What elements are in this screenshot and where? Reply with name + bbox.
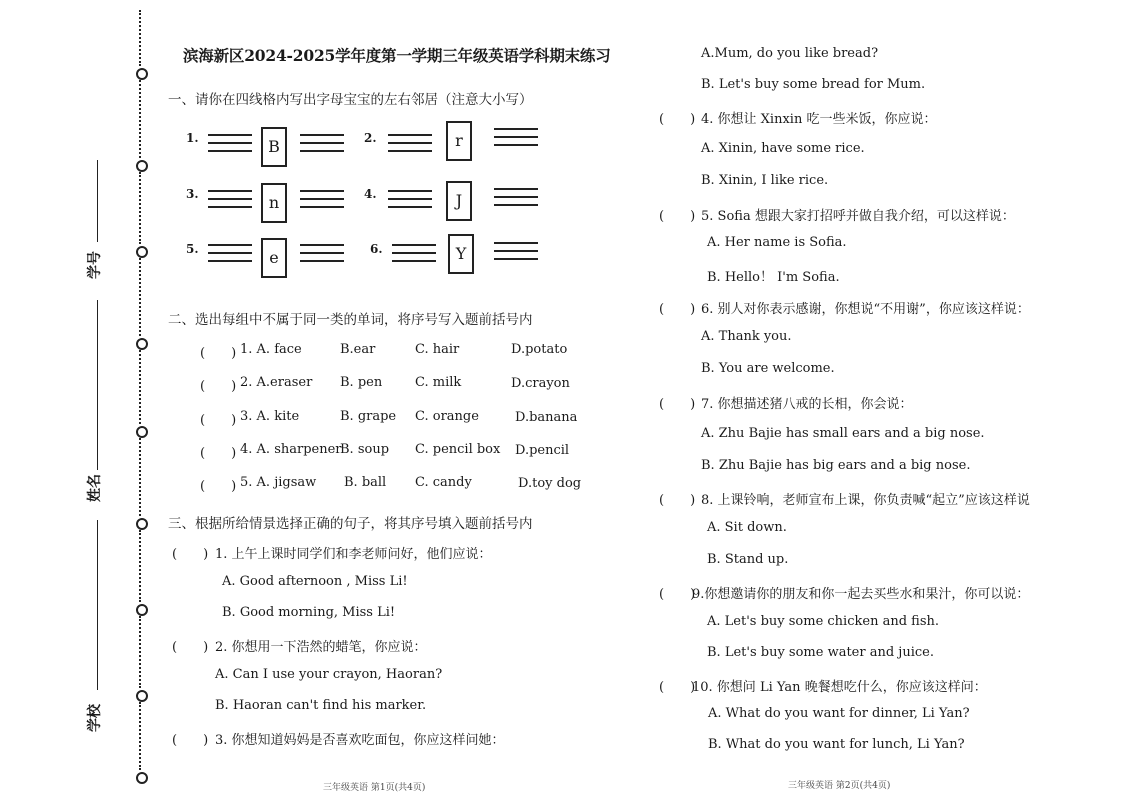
- choice-a: A.Mum, do you like bread?: [701, 46, 879, 61]
- question-prompt: 1. 上午上课时同学们和李老师问好，他们应说：: [215, 547, 492, 562]
- four-line-grid[interactable]: [388, 134, 432, 156]
- option-c: C. orange: [415, 409, 479, 424]
- option-d: D.potato: [511, 342, 568, 357]
- option-b: B. grape: [340, 409, 397, 424]
- choice-a: A. Let's buy some chicken and fish.: [707, 614, 939, 629]
- question-prompt: 6. 别人对你表示感谢，你想说“不用谢”，你应该这样说：: [701, 302, 1030, 317]
- four-line-grid[interactable]: [300, 134, 344, 156]
- school-line: [97, 520, 98, 690]
- choice-b: B. Zhu Bajie has big ears and a big nose.: [701, 458, 971, 473]
- option-c: C. candy: [415, 475, 472, 490]
- name-line: [97, 300, 98, 470]
- four-line-grid[interactable]: [494, 188, 538, 210]
- question-prompt: 5. Sofia 想跟大家打招呼并做自我介绍，可以这样说：: [701, 209, 1015, 224]
- four-line-grid[interactable]: [208, 244, 252, 266]
- choice-b: B. Stand up.: [707, 552, 789, 567]
- letter-box: B: [261, 127, 287, 167]
- letter-item-number: 3.: [186, 187, 199, 201]
- choice-a: A. Sit down.: [707, 520, 787, 535]
- choice-a: A. Xinin, have some rice.: [701, 141, 865, 156]
- letter-item-number: 5.: [186, 242, 199, 256]
- choice-b: B. Let's buy some bread for Mum.: [701, 77, 926, 92]
- four-line-grid[interactable]: [392, 244, 436, 266]
- option-c: C. hair: [415, 342, 460, 357]
- option-d: D.banana: [515, 410, 578, 425]
- option-a: 1. A. face: [240, 342, 302, 357]
- option-c: C. pencil box: [415, 442, 501, 457]
- answer-bracket[interactable]: ( ): [200, 446, 237, 461]
- choice-b: B. Xinin, I like rice.: [701, 173, 829, 188]
- exam-title: 滨海新区2024-2025学年度第一学期三年级英语学科期末练习: [183, 46, 611, 65]
- letter-item-number: 2.: [364, 131, 377, 145]
- option-d: D.toy dog: [518, 476, 582, 491]
- page-footer-left: 三年级英语 第1页(共4页): [323, 783, 426, 793]
- section2-heading: 二、选出每组中不属于同一类的单词，将序号写入题前括号内: [168, 312, 533, 328]
- section3-heading: 三、根据所给情景选择正确的句子，将其序号填入题前括号内: [168, 516, 533, 532]
- option-a: 2. A.eraser: [240, 375, 313, 390]
- option-b: B. pen: [340, 375, 383, 390]
- four-line-grid[interactable]: [300, 244, 344, 266]
- page-footer-right: 三年级英语 第2页(共4页): [788, 781, 891, 791]
- answer-bracket[interactable]: ( ): [200, 379, 237, 394]
- section1-heading: 一、请你在四线格内写出字母宝宝的左右邻居（注意大小写）: [168, 92, 533, 108]
- option-c: C. milk: [415, 375, 462, 390]
- letter-box: e: [261, 238, 287, 278]
- letter-box: r: [446, 121, 472, 161]
- choice-b: B. Hello！ I'm Sofia.: [707, 270, 840, 285]
- option-a: 4. A. sharpener: [240, 442, 342, 457]
- letter-item-number: 1.: [186, 131, 199, 145]
- letter-item-number: 4.: [364, 187, 377, 201]
- answer-bracket[interactable]: ( ): [200, 479, 237, 494]
- option-d: D.crayon: [511, 376, 570, 391]
- option-a: 5. A. jigsaw: [240, 475, 317, 490]
- answer-bracket[interactable]: ( ): [659, 493, 696, 508]
- student-id-line: [97, 160, 98, 242]
- answer-bracket[interactable]: ( ): [172, 640, 209, 655]
- answer-bracket[interactable]: ( ): [659, 397, 696, 412]
- four-line-grid[interactable]: [494, 128, 538, 150]
- choice-b: B. You are welcome.: [701, 361, 835, 376]
- student-id-label: 学号: [87, 251, 103, 279]
- four-line-grid[interactable]: [388, 190, 432, 212]
- choice-a: A. Can I use your crayon, Haoran?: [215, 667, 443, 682]
- question-prompt: 7. 你想描述猪八戒的长相，你会说：: [701, 397, 913, 412]
- question-prompt: 3. 你想知道妈妈是否喜欢吃面包，你应这样问她：: [215, 733, 505, 748]
- answer-bracket[interactable]: ( ): [659, 302, 696, 317]
- choice-b: B. Haoran can't find his marker.: [215, 698, 427, 713]
- answer-bracket[interactable]: ( ): [659, 680, 696, 695]
- choice-a: A. Good afternoon , Miss Li!: [222, 574, 408, 589]
- school-label: 学校: [87, 704, 103, 732]
- choice-b: B. Good morning, Miss Li!: [222, 605, 396, 620]
- question-prompt: 2. 你想用一下浩然的蜡笔，你应说：: [215, 640, 427, 655]
- option-b: B. ball: [344, 475, 387, 490]
- four-line-grid[interactable]: [208, 190, 252, 212]
- answer-bracket[interactable]: ( ): [659, 587, 696, 602]
- question-prompt: 4. 你想让 Xinxin 吃一些米饭，你应说：: [701, 112, 937, 127]
- choice-a: A. Zhu Bajie has small ears and a big nose.: [701, 426, 985, 441]
- choice-a: A. Thank you.: [701, 329, 792, 344]
- four-line-grid[interactable]: [208, 134, 252, 156]
- letter-box: n: [261, 183, 287, 223]
- option-d: D.pencil: [515, 443, 570, 458]
- four-line-grid[interactable]: [300, 190, 344, 212]
- answer-bracket[interactable]: ( ): [200, 413, 237, 428]
- question-prompt: 9.你想邀请你的朋友和你一起去买些水和果汁，你可以说：: [692, 587, 1030, 602]
- choice-a: A. What do you want for dinner, Li Yan?: [708, 706, 970, 721]
- answer-bracket[interactable]: ( ): [659, 112, 696, 127]
- answer-bracket[interactable]: ( ): [172, 547, 209, 562]
- letter-item-number: 6.: [370, 242, 383, 256]
- option-b: B.ear: [340, 342, 376, 357]
- binding-margin: [134, 10, 148, 785]
- choice-a: A. Her name is Sofia.: [707, 235, 847, 250]
- answer-bracket[interactable]: ( ): [172, 733, 209, 748]
- question-prompt: 10. 你想问 Li Yan 晚餐想吃什么，你应该这样问：: [692, 680, 987, 695]
- question-prompt: 8. 上课铃响，老师宣布上课，你负责喊“起立”应该这样说: [701, 493, 1030, 508]
- choice-b: B. Let's buy some water and juice.: [707, 645, 934, 660]
- answer-bracket[interactable]: ( ): [200, 346, 237, 361]
- option-a: 3. A. kite: [240, 409, 300, 424]
- answer-bracket[interactable]: ( ): [659, 209, 696, 224]
- four-line-grid[interactable]: [494, 242, 538, 264]
- choice-b: B. What do you want for lunch, Li Yan?: [708, 737, 965, 752]
- letter-box: J: [446, 181, 472, 221]
- option-b: B. soup: [340, 442, 390, 457]
- name-label: 姓名: [87, 474, 103, 502]
- letter-box: Y: [448, 234, 474, 274]
